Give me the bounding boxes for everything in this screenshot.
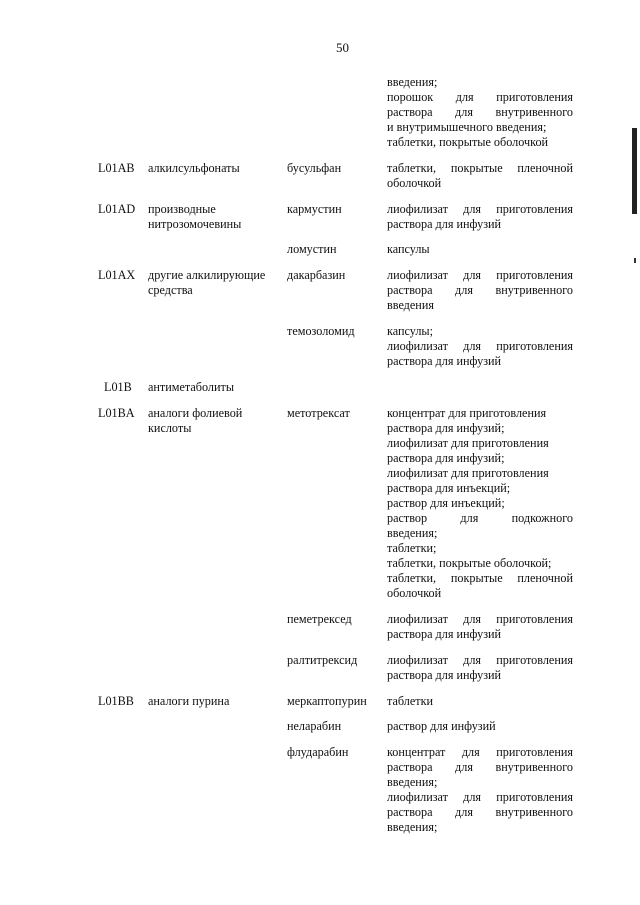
form-line: лиофилизат для приготовления <box>387 339 573 353</box>
form-line: введения; <box>387 775 438 789</box>
form-line: лиофилизат для приготовления <box>387 202 573 216</box>
form-line: оболочкой <box>387 176 442 190</box>
group-name: другие алкилирующие <box>148 268 266 282</box>
form-line: концентрат для приготовления <box>387 745 573 759</box>
scan-edge-dot <box>634 258 636 263</box>
drug-name: метотрексат <box>287 406 350 420</box>
group-name: кислоты <box>148 421 192 435</box>
form-line: таблетки, покрытые оболочкой <box>387 135 549 149</box>
group-name: алкилсульфонаты <box>148 161 240 175</box>
form-line: раствора для внутривенного <box>387 805 573 819</box>
form-line: раствора для инфузий <box>387 354 502 368</box>
atc-code: L01AX <box>98 268 136 282</box>
atc-code: L01BB <box>98 694 134 708</box>
form-line: раствора для внутривенного <box>387 760 573 774</box>
form-line: лиофилизат для приготовления <box>387 268 573 282</box>
form-line: раствора для инъекций; <box>387 481 511 495</box>
form-line: таблетки, покрытые оболочкой; <box>387 556 552 570</box>
drug-name: ралтитрексид <box>287 653 358 667</box>
form-line: введения <box>387 298 434 312</box>
group-name: средства <box>148 283 193 297</box>
form-line: концентрат для приготовления <box>387 406 547 420</box>
form-line: таблетки; <box>387 541 437 555</box>
form-line: введения; <box>387 75 438 89</box>
form-line: лиофилизат для приготовления <box>387 436 549 450</box>
drug-name: ломустин <box>287 242 337 256</box>
form-line: раствора для внутривенного <box>387 105 573 119</box>
group-name: антиметаболиты <box>148 380 235 394</box>
atc-code: L01BA <box>98 406 135 420</box>
atc-code: L01AD <box>98 202 136 216</box>
form-line: раствор для подкожного <box>387 511 573 525</box>
drug-name: темозоломид <box>287 324 355 338</box>
form-line: порошок для приготовления <box>387 90 573 104</box>
form-line: введения; <box>387 526 438 540</box>
drug-name: бусульфан <box>287 161 342 175</box>
drug-name: пеметрексед <box>287 612 352 626</box>
page-number: 50 <box>336 40 349 55</box>
form-line: лиофилизат для приготовления <box>387 790 573 804</box>
form-line: лиофилизат для приготовления <box>387 466 549 480</box>
form-line: раствора для инфузий; <box>387 451 505 465</box>
group-name: аналоги фолиевой <box>148 406 243 420</box>
form-line: раствора для инфузий <box>387 668 502 682</box>
atc-code: L01B <box>104 380 132 394</box>
form-line: введения; <box>387 820 438 834</box>
form-line: лиофилизат для приготовления <box>387 653 573 667</box>
drug-name: неларабин <box>287 719 342 733</box>
form-line: раствора для инфузий; <box>387 421 505 435</box>
form-line: таблетки <box>387 694 434 708</box>
drug-name: меркаптопурин <box>287 694 367 708</box>
form-line: лиофилизат для приготовления <box>387 612 573 626</box>
form-line: раствор для инъекций; <box>387 496 505 510</box>
drug-name: кармустин <box>287 202 342 216</box>
form-line: капсулы <box>387 242 430 256</box>
atc-code: L01AB <box>98 161 135 175</box>
form-line: и внутримышечного введения; <box>387 120 547 134</box>
form-line: капсулы; <box>387 324 433 338</box>
form-line: раствора для внутривенного <box>387 283 573 297</box>
form-line: раствора для инфузий <box>387 627 502 641</box>
group-name: производные <box>148 202 216 216</box>
form-line: таблетки, покрытые пленочной <box>387 161 573 175</box>
scan-edge-mark <box>632 128 637 214</box>
drug-name: дакарбазин <box>287 268 346 282</box>
form-line: оболочкой <box>387 586 442 600</box>
drug-name: флударабин <box>287 745 349 759</box>
group-name: нитрозомочевины <box>148 217 242 231</box>
form-line: раствор для инфузий <box>387 719 496 733</box>
form-line: раствора для инфузий <box>387 217 502 231</box>
group-name: аналоги пурина <box>148 694 230 708</box>
form-line: таблетки, покрытые пленочной <box>387 571 573 585</box>
